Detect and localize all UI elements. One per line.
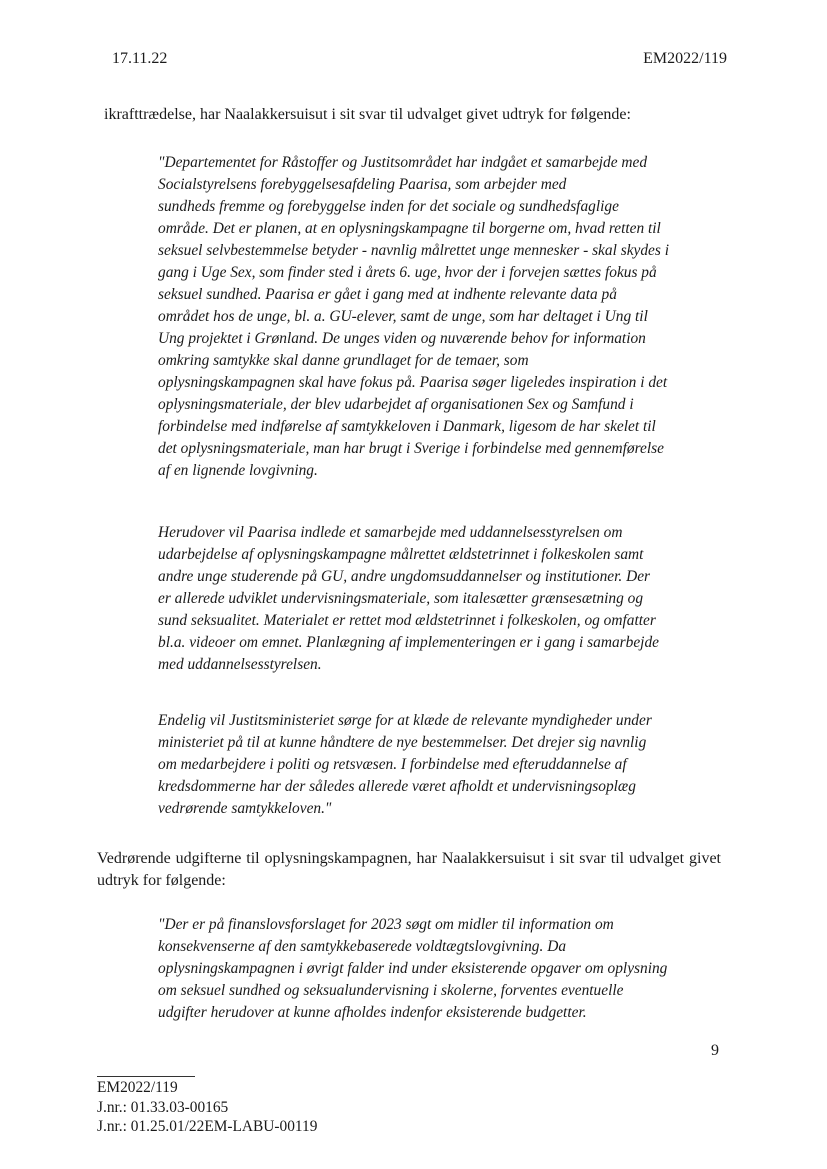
quote-line: konsekvenserne af den samtykkebaserede voldtægtslovgivning. Da: [158, 938, 567, 955]
quote-line: oplysningskampagnen i øvrigt falder ind under eksisterende opgaver om oplysning: [158, 960, 668, 977]
quote-line: gang i Uge Sex, som finder sted i årets 6. uge, hvor der i forvejen sættes fokus på: [158, 264, 657, 281]
quote-line: udgifter herudover at kunne afholdes indenfor eksisterende budgetter.: [158, 1004, 587, 1021]
quote-line: oplysningskampagnen skal have fokus på. Paarisa søger ligeledes inspiration i det: [158, 374, 668, 391]
quote-line: "Departementet for Råstoffer og Justitsområdet har indgået et samarbejde med: [158, 154, 648, 171]
footer-journal-number-1: J.nr.: 01.33.03-00165: [97, 1098, 229, 1116]
quote-line: af en lignende lovgivning.: [158, 462, 318, 479]
quote-line: bl.a. videoer om emnet. Planlægning af implementeringen er i gang i samarbejde: [158, 634, 659, 651]
quote-line: med uddannelsesstyrelsen.: [158, 656, 322, 673]
quote-block-3: [158, 710, 728, 820]
quote-line: "Der er på finanslovsforslaget for 2023 søgt om midler til information om: [158, 916, 614, 933]
quote-line: kredsdommerne har der således allerede været afholdt et undervisningsoplæg: [158, 778, 636, 795]
quote-line: om medarbejdere i politi og retsvæsen. I forbindelse med efteruddannelse af: [158, 756, 627, 773]
quote-line: seksuel sundhed. Paarisa er gået i gang med at indhente relevante data på: [158, 286, 617, 303]
quote-line: sund seksualitet. Materialet er rettet mod ældstetrinnet i folkeskolen, og omfatter: [158, 612, 656, 629]
footer-doc-id: EM2022/119: [97, 1079, 178, 1096]
quote-line: oplysningsmateriale, der blev udarbejdet af organisationen Sex og Samfund i: [158, 396, 634, 413]
footer-journal-number-2: J.nr.: 01.25.01/22EM-LABU-00119: [97, 1118, 318, 1135]
quote-line: andre unge studerende på GU, andre ungdomsuddannelser og institutioner. Der: [158, 568, 651, 585]
quote-line: Ung projektet i Grønland. De unges viden og nuværende behov for information: [158, 330, 646, 347]
quote-line: forbindelse med indførelse af samtykkeloven i Danmark, ligesom de har skelet til: [158, 418, 656, 435]
header-doc-id: EM2022/119: [643, 50, 727, 67]
quote-line: ministeriet på til at kunne håndtere de nye bestemmelser. Det drejer sig navnlig: [158, 734, 647, 751]
footer: [97, 1078, 317, 1137]
expenses-paragraph: [97, 848, 721, 892]
quote-line: det oplysningsmateriale, man har brugt i Sverige i forbindelse med gennemførelse: [158, 440, 664, 457]
quote-line: område. Det er planen, at en oplysningskampagne til borgerne om, hvad retten til: [158, 220, 661, 237]
intro-paragraph: ikrafttrædelse, har Naalakkersuisut i sit svar til udvalget givet udtryk for følgende:: [104, 106, 631, 123]
quote-line: Socialstyrelsens forebyggelsesafdeling Paarisa, som arbejder med: [158, 176, 567, 193]
quote-line: om seksuel sundhed og seksualundervisning i skolerne, forventes eventuelle: [158, 982, 624, 999]
quote-line: Endelig vil Justitsministeriet sørge for at klæde de relevante myndigheder under: [158, 712, 652, 729]
quote-line: vedrørende samtykkeloven.": [158, 800, 332, 817]
quote-line: seksuel selvbestemmelse betyder - navnlig målrettet unge mennesker - skal skydes i: [158, 242, 669, 259]
paragraph-text: Vedrørende udgifterne til oplysningskampagnen, har Naalakkersuisut i sit svar til udvalget givet udtryk for følgende:: [97, 850, 721, 889]
quote-line: er allerede udviklet undervisningsmateriale, som italesætter grænsesætning og: [158, 590, 644, 607]
quote-block-1: [158, 152, 728, 482]
page-number: 9: [711, 1042, 719, 1059]
quote-line: udarbejdelse af oplysningskampagne målrettet ældstetrinnet i folkeskolen samt: [158, 546, 644, 563]
quote-block-2: [158, 522, 728, 676]
footer-divider: [97, 1076, 195, 1077]
quote-line: området hos de unge, bl. a. GU-elever, samt de unge, som har deltaget i Ung til: [158, 308, 648, 325]
quote-line: sundheds fremme og forebyggelse inden for det sociale og sundhedsfaglige: [158, 198, 619, 215]
quote-block-4: [158, 914, 728, 1024]
header-date: 17.11.22: [112, 50, 168, 67]
quote-line: Herudover vil Paarisa indlede et samarbejde med uddannelsesstyrelsen om: [158, 524, 623, 541]
quote-line: omkring samtykke skal danne grundlaget for de temaer, som: [158, 352, 529, 369]
